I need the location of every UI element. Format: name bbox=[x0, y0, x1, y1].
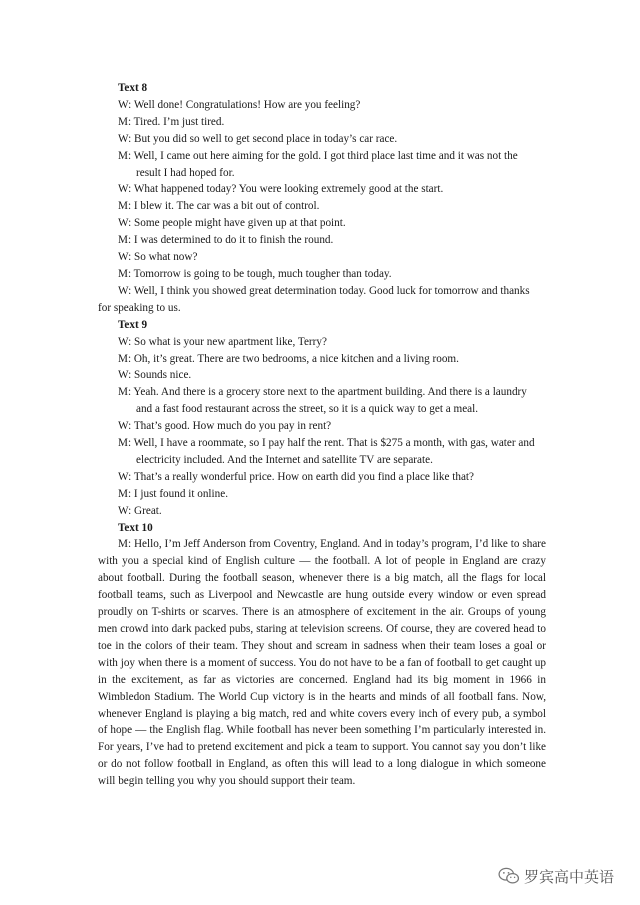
watermark-text: 罗宾高中英语 bbox=[524, 867, 615, 886]
dialogue-line: M: I was determined to do it to finish the round. bbox=[118, 234, 334, 247]
dialogue-line: W: But you did so well to get second place in today’s car race. bbox=[118, 132, 398, 145]
dialogue-line: M: Tomorrow is going to be tough, much tougher than today. bbox=[118, 267, 392, 280]
document-page bbox=[98, 80, 546, 790]
dialogue-line: W: Sounds nice. bbox=[118, 369, 192, 382]
text10-heading: Text 10 bbox=[118, 521, 153, 534]
dialogue-line: W: That’s good. How much do you pay in rent? bbox=[118, 420, 332, 433]
wechat-icon bbox=[498, 867, 520, 885]
dialogue-line: W: So what now? bbox=[118, 251, 198, 264]
dialogue-line: W: Some people might have given up at that point. bbox=[118, 217, 346, 230]
text10-monologue: M: Hello, I’m Jeff Anderson from Coventry, England. And in today’s program, I’d like to share with you a special kind of English culture — the football. A lot of people in England are crazy about football. During the football season, whenever there is a big match, all the flags for local football teams, such as Liverpool and Newcastle are hung outside every window or even spread proudly on T-shirts or scarves. There is an atmosphere of excitement in the air. Groups of young men crowd into dark packed pubs, staring at television screens. Of course, they are covered head to toe in the colors of their team. They shout and scream in sadness when their team loses a goal or with joy when there is a moment of success. You do not have to be a fan of football to get caught up in the excitement, as far as victories are concerned. England had its big moment in 1966 in Wimbledon Stadium. The World Cup victory is in the hearts and minds of all football fans. Now, whenever England is playing a big match, red and white covers every inch of every pub, a symbol of hope — the English flag. While football has never been something I’m particularly interested in. For years, I’ve had to pretend excitement and pick a team to support. You cannot say you don’t like or do not follow football in England, as often this will lead to a long dialogue in which someone will begin telling you why you should support their team. bbox=[98, 538, 546, 788]
text9-heading: Text 9 bbox=[118, 318, 148, 331]
text8-dialogue bbox=[98, 97, 546, 317]
watermark bbox=[498, 864, 614, 888]
dialogue-line: W: Great. bbox=[118, 504, 162, 517]
dialogue-line: W: Well, I think you showed great determination today. Good luck for tomorrow and thanks bbox=[118, 284, 530, 297]
dialogue-line: M: I just found it online. bbox=[118, 487, 229, 500]
dialogue-line: W: That’s a really wonderful price. How on earth did you find a place like that? bbox=[118, 470, 475, 483]
dialogue-line: W: So what is your new apartment like, Terry? bbox=[118, 335, 327, 348]
text9-dialogue bbox=[98, 334, 546, 520]
dialogue-line: M: Yeah. And there is a grocery store next to the apartment building. And there is a laundry and a fast food restaurant across the street, so it is a quick way to get a meal. bbox=[118, 386, 527, 416]
dialogue-line: M: Oh, it’s great. There are two bedrooms, a nice kitchen and a living room. bbox=[118, 352, 459, 365]
dialogue-line: M: Well, I came out here aiming for the gold. I got third place last time and it was not the result I had hoped for. bbox=[118, 149, 518, 179]
dialogue-line: M: I blew it. The car was a bit out of control. bbox=[118, 200, 320, 213]
dialogue-line: W: Well done! Congratulations! How are you feeling? bbox=[118, 98, 361, 111]
dialogue-line: W: What happened today? You were looking extremely good at the start. bbox=[118, 183, 444, 196]
dialogue-line-continuation: for speaking to us. bbox=[98, 301, 181, 314]
dialogue-line: M: Well, I have a roommate, so I pay half the rent. That is $275 a month, with gas, water and electricity included. And the Internet and satellite TV are separate. bbox=[118, 437, 535, 466]
dialogue-line: M: Tired. I’m just tired. bbox=[118, 115, 225, 128]
text8-heading: Text 8 bbox=[118, 82, 148, 94]
